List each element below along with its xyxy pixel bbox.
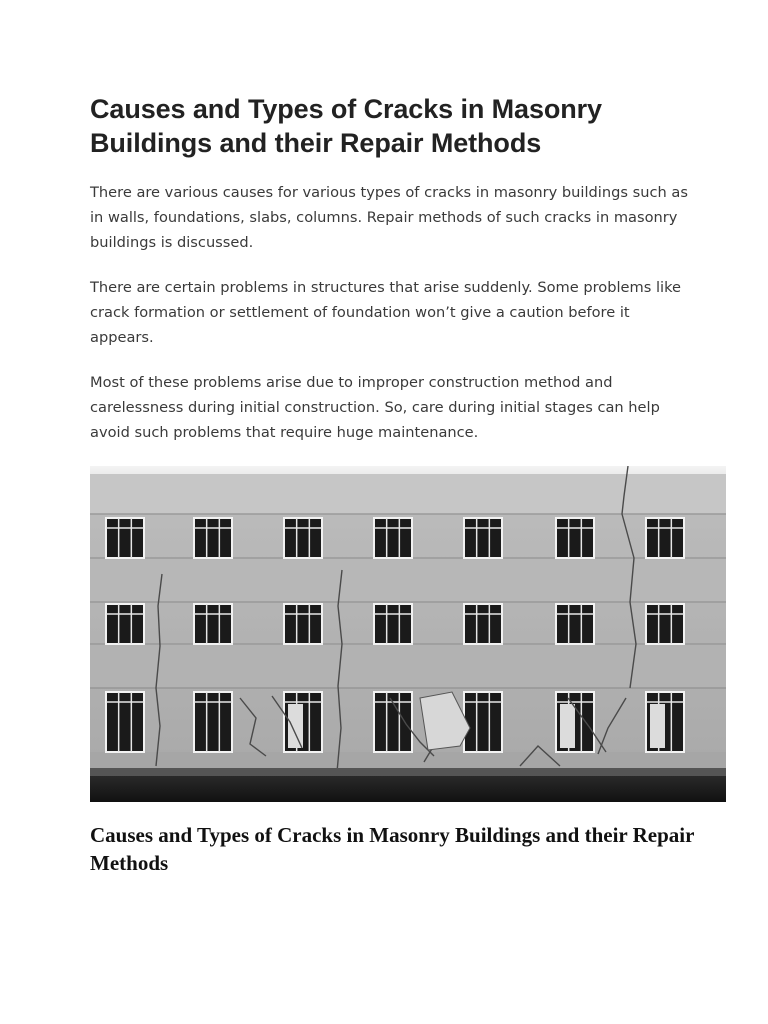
window [374,604,412,644]
window [374,518,412,558]
window [646,604,684,644]
construction-paragraph: Most of these problems arise due to improper construction method and carelessness during initial construction. So, care during initial stages can help avoid such problems that require huge maintenance. [90,374,660,441]
window [194,518,232,558]
window [464,604,502,644]
window [556,604,594,644]
cracked-building-photo [90,466,726,802]
window [464,518,502,558]
intro-paragraph: There are various causes for various types of cracks in masonry buildings such as in walls, foundations, slabs, columns. Repair methods of such cracks in masonry buildings is discussed. [90,184,688,251]
window [106,604,144,644]
window [106,692,144,752]
image-caption: Causes and Types of Cracks in Masonry Buildings and their Repair Methods [90,823,695,875]
window [194,604,232,644]
window [464,692,502,752]
window [106,518,144,558]
window [556,518,594,558]
window [374,692,412,752]
building-illustration [90,466,726,802]
window [284,518,322,558]
window [284,604,322,644]
window [646,518,684,558]
problems-paragraph: There are certain problems in structures that arise suddenly. Some problems like crack formation or settlement of foundation won’t give a caution before it appears. [90,279,681,346]
article-title: Causes and Types of Cracks in Masonry Buildings and their Repair Methods [90,94,602,158]
window [194,692,232,752]
